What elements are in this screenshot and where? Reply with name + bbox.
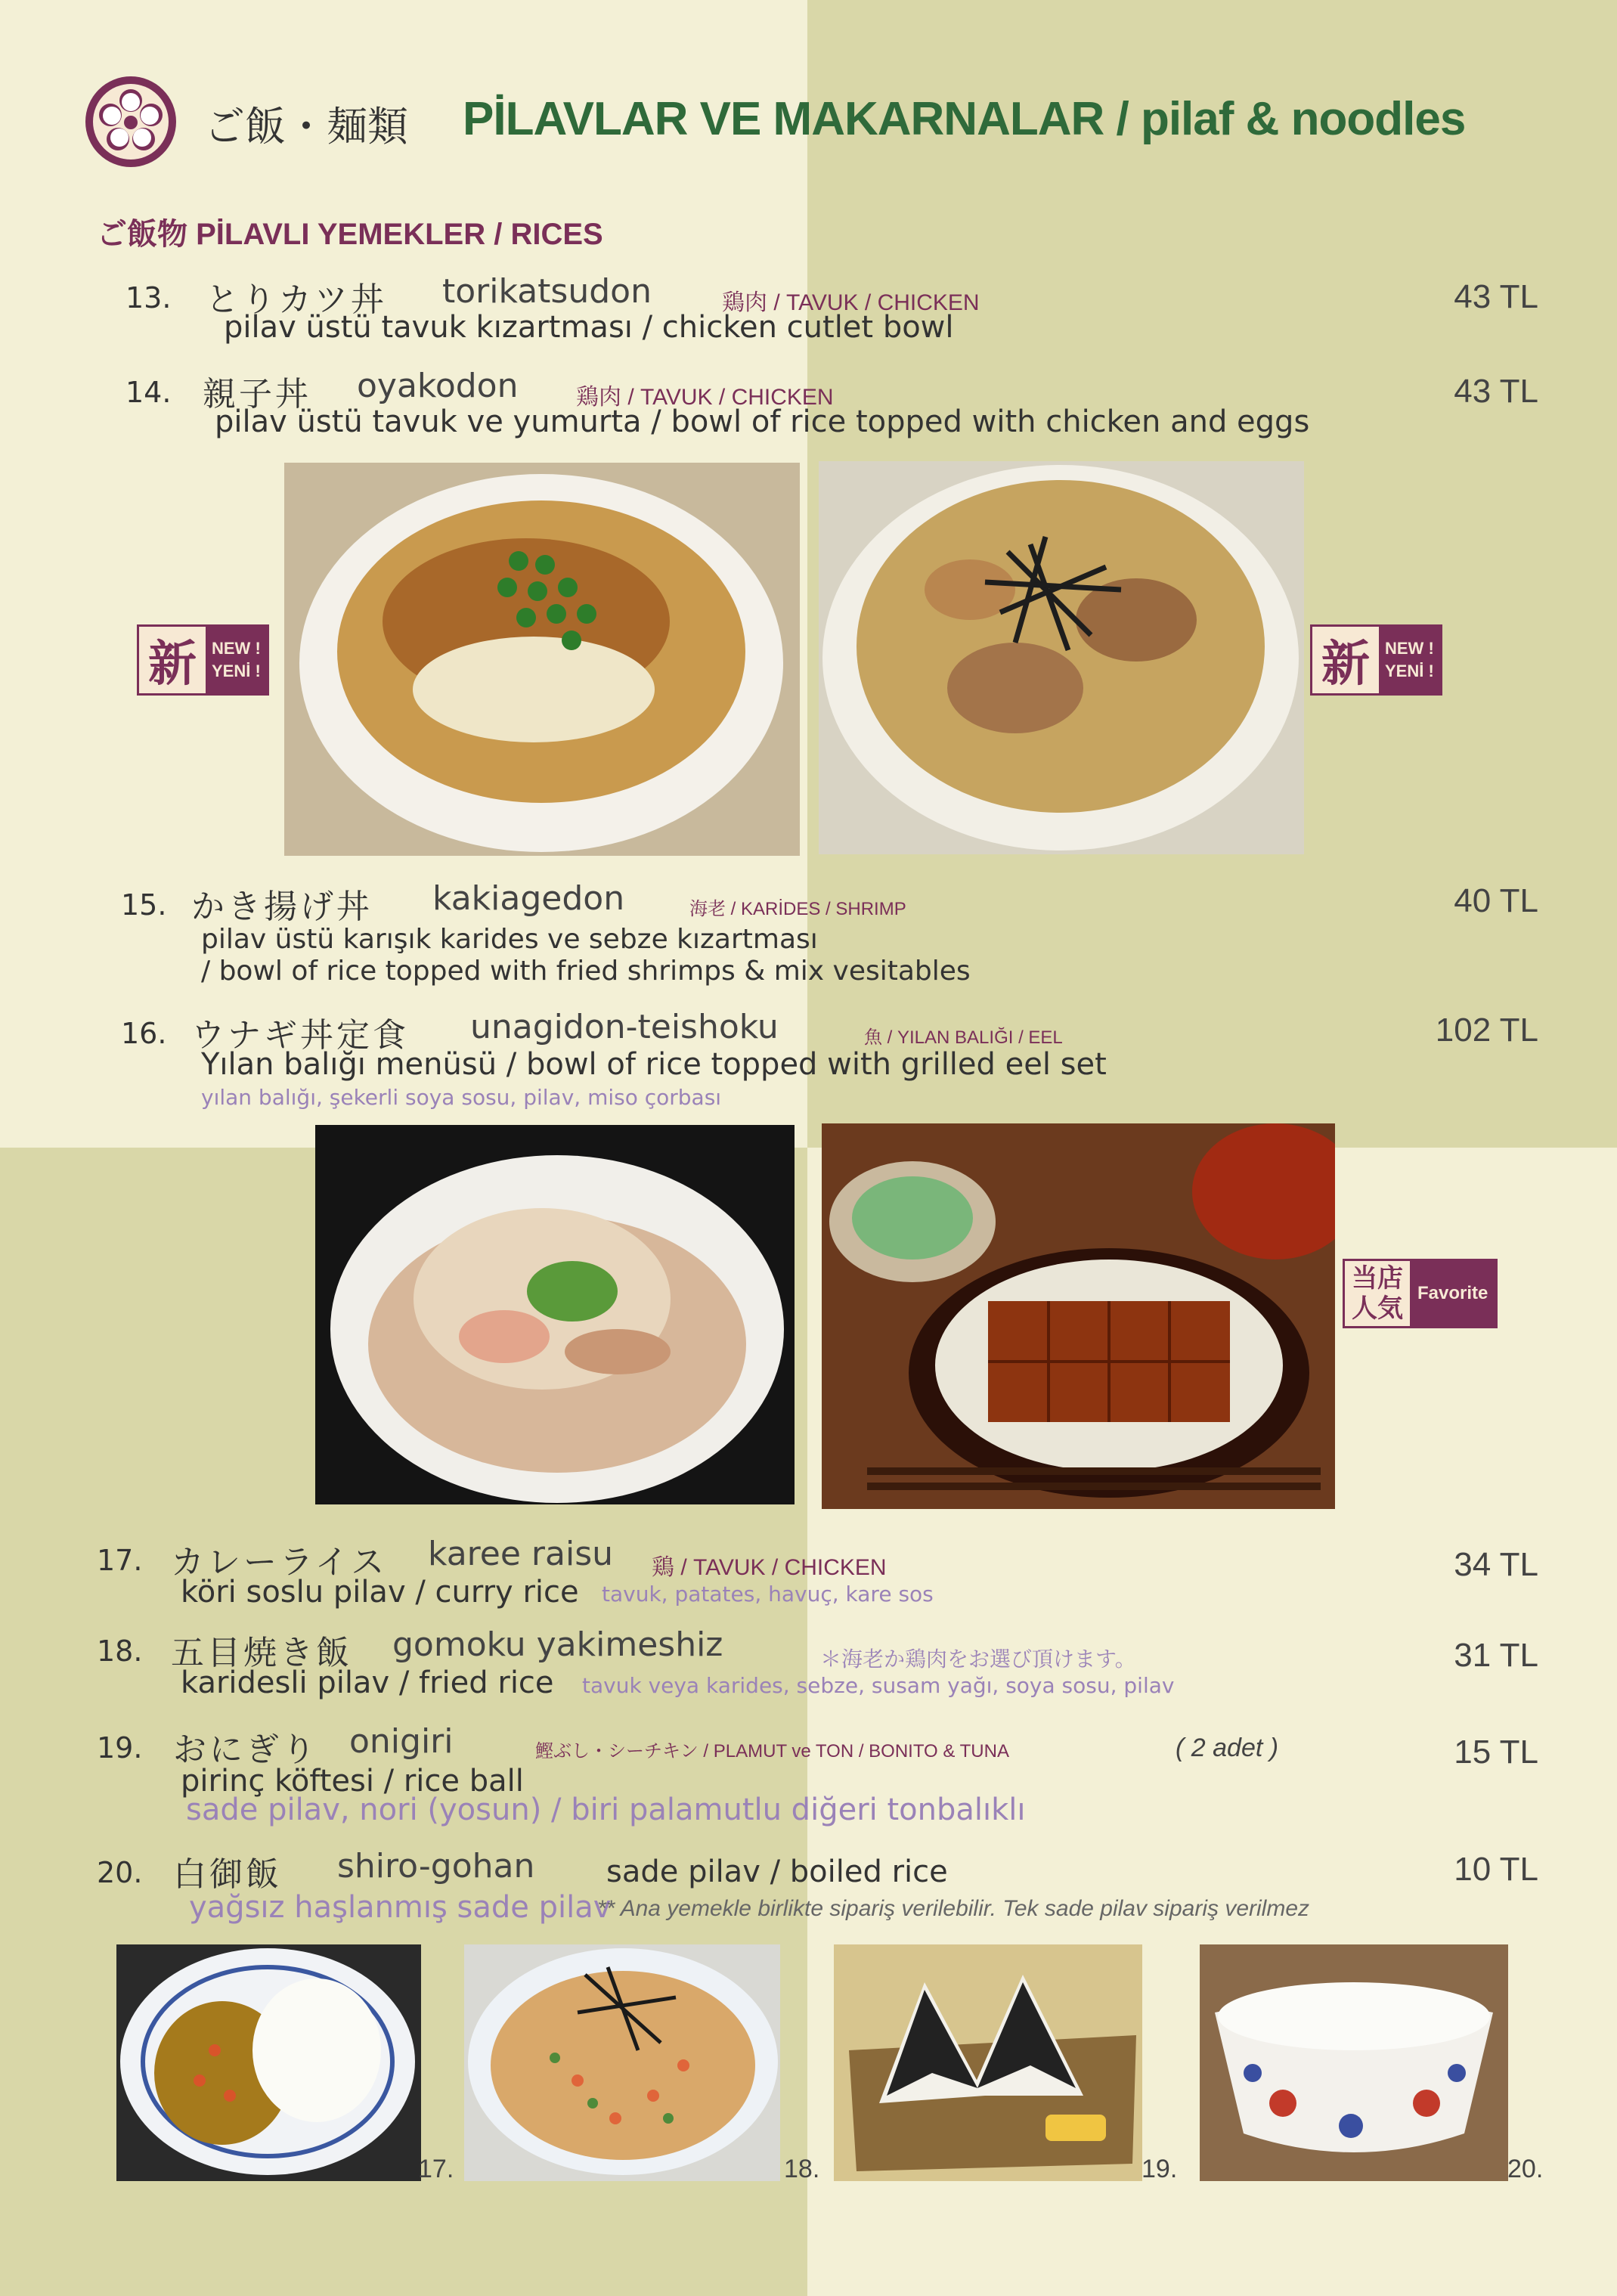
item-category: 鰹ぶし・シーチキン / PLAMUT ve TON / BONITO & TUNA	[535, 1741, 1009, 1762]
photo-label: 19.	[1142, 2155, 1178, 2183]
header-japanese: ご飯・麺類	[204, 103, 408, 150]
fried-rice-photo	[464, 1944, 780, 2181]
new-badge	[1310, 624, 1442, 696]
item-jp-name: おにぎり	[173, 1731, 318, 1769]
item-category: 魚 / YILAN BALIĞI / EEL	[864, 1027, 1063, 1048]
item-ingredients: yağsız haşlanmış sade pilav	[189, 1890, 612, 1925]
item-number: 17.	[97, 1544, 143, 1577]
item-jp-name: ウナギ丼定食	[191, 1016, 409, 1055]
new-badge	[137, 624, 269, 696]
item-price: 34 TL	[1454, 1546, 1538, 1583]
new-label: NEW !	[1385, 639, 1434, 658]
unagidon-set-photo	[822, 1123, 1335, 1509]
item-ingredients: sade pilav, nori (yosun) / biri palamutlu diğeri tonbalıklı	[186, 1792, 1026, 1827]
oyakodon-photo	[819, 461, 1304, 854]
kakiagedon-photo	[315, 1125, 795, 1504]
chicken-cutlet-bowl-photo	[284, 463, 800, 856]
item-number: 15.	[121, 888, 167, 922]
favorite-label: Favorite	[1417, 1283, 1488, 1303]
photo-label: 20.	[1507, 2155, 1544, 2183]
item-description: Yılan balığı menüsü / bowl of rice topped with grilled eel set	[201, 1047, 1107, 1082]
item-ingredients: yılan balığı, şekerli soya sosu, pilav, miso çorbası	[201, 1085, 722, 1110]
item-romaji: kakiagedon	[432, 879, 625, 918]
photo-label: 18.	[784, 2155, 820, 2183]
item-description-en: / bowl of rice topped with fried shrimps & mix vesitables	[201, 956, 971, 987]
item-number: 16.	[121, 1017, 167, 1050]
item-romaji: gomoku yakimeshiz	[392, 1625, 723, 1664]
item-number: 18.	[97, 1634, 143, 1668]
plum-blossom-logo	[85, 76, 177, 168]
item-price: 102 TL	[1435, 1012, 1538, 1049]
item-number: 13.	[125, 281, 172, 314]
item-price: 10 TL	[1454, 1851, 1538, 1888]
new-label: NEW !	[212, 639, 261, 658]
item-category: 海老 / KARİDES / SHRIMP	[689, 899, 906, 919]
item-quantity: ( 2 adet )	[1176, 1734, 1279, 1762]
page-title: PİLAVLAR VE MAKARNALAR / pilaf & noodles	[463, 93, 1466, 145]
item-romaji: karee raisu	[428, 1535, 614, 1573]
item-price: 43 TL	[1454, 373, 1538, 410]
curry-rice-photo	[116, 1944, 421, 2181]
fav-kanji-1: 当店	[1352, 1263, 1403, 1294]
yeni-label: YENİ !	[1385, 662, 1434, 680]
item-order-note: ** Ana yemekle birlikte sipariş verilebilir. Tek sade pilav sipariş verilmez	[597, 1896, 1310, 1921]
item-price: 15 TL	[1454, 1734, 1538, 1771]
item-romaji: onigiri	[349, 1722, 454, 1761]
item-jp-name: 白御飯	[173, 1855, 282, 1894]
item-category: 鶏 / TAVUK / CHICKEN	[652, 1555, 887, 1580]
item-romaji: torikatsudon	[442, 272, 652, 311]
item-description: pilav üstü karışık karides ve sebze kızartması	[201, 924, 818, 955]
photo-label: 17.	[418, 2155, 454, 2183]
item-romaji: shiro-gohan	[337, 1847, 535, 1885]
item-price: 43 TL	[1454, 278, 1538, 315]
section-title: ご飯物 PİLAVLI YEMEKLER / RICES	[97, 218, 603, 251]
item-romaji: oyakodon	[357, 367, 519, 405]
item-jp-name: とりカツ丼	[206, 280, 387, 319]
item-description: pilav üstü tavuk ve yumurta / bowl of rice topped with chicken and eggs	[215, 404, 1310, 439]
favorite-badge	[1343, 1259, 1498, 1328]
item-option-note: ＊海老か鶏肉をお選び頂けます。	[820, 1647, 1136, 1672]
item-description: pilav üstü tavuk kızartması / chicken cutlet bowl	[224, 310, 954, 345]
item-category: 鶏肉 / TAVUK / CHICKEN	[722, 290, 980, 315]
item-number: 19.	[97, 1731, 143, 1765]
new-kanji: 新	[139, 627, 206, 693]
item-description: karidesli pilav / fried rice	[181, 1665, 554, 1700]
item-ingredients: tavuk, patates, havuç, kare sos	[602, 1582, 934, 1607]
item-description: pirinç köftesi / rice ball	[181, 1764, 524, 1799]
item-jp-name: カレーライス	[171, 1543, 388, 1582]
item-ingredients: tavuk veya karides, sebze, susam yağı, soya sosu, pilav	[582, 1673, 1175, 1698]
onigiri-photo	[834, 1944, 1142, 2181]
item-description: köri soslu pilav / curry rice	[181, 1575, 579, 1610]
item-jp-name: 五目焼き飯	[171, 1634, 352, 1672]
item-number: 20.	[97, 1856, 143, 1889]
new-kanji: 新	[1312, 627, 1379, 693]
item-description: sade pilav / boiled rice	[606, 1854, 948, 1889]
item-number: 14.	[125, 376, 172, 409]
item-jp-name: 親子丼	[203, 375, 311, 414]
item-price: 31 TL	[1454, 1637, 1538, 1674]
yeni-label: YENİ !	[212, 662, 261, 680]
item-jp-name: かき揚げ丼	[191, 888, 373, 926]
boiled-rice-photo	[1200, 1944, 1508, 2181]
item-price: 40 TL	[1454, 882, 1538, 919]
fav-kanji-2: 人気	[1352, 1294, 1403, 1324]
item-category: 鶏肉 / TAVUK / CHICKEN	[576, 385, 834, 410]
item-romaji: unagidon-teishoku	[470, 1008, 779, 1046]
